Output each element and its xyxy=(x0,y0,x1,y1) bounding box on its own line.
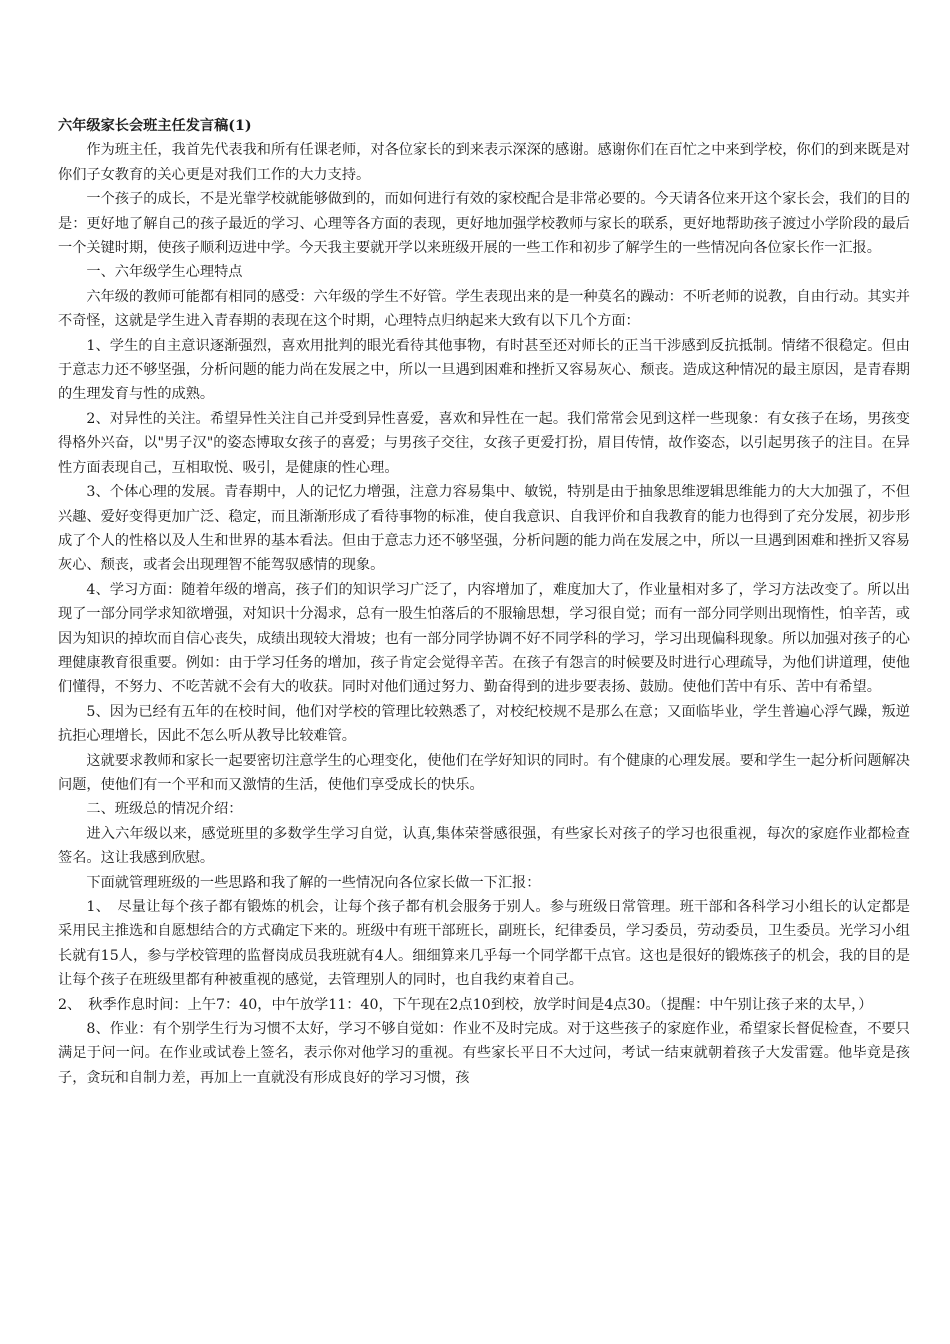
document-title: 六年级家长会班主任发言稿(1) xyxy=(58,118,252,134)
paragraph-requirement: 这就要求教师和家长一起要密切注意学生的心理变化，使他们在学好知识的同时。有个健康的心理发展。要和学生一起分析问题解决问题，使他们有一个平和而又激情的生活，使他们享受成长的快乐。 xyxy=(58,752,910,793)
paragraph-class-overview: 进入六年级以来，感觉班里的多数学生学习自觉，认真,集体荣誉感很强，有些家长对孩子的学习也很重视，每次的家庭作业都检查签名。这让我感到欣慰。 xyxy=(58,825,910,867)
paragraph-item-1: 1、 尽量让每个孩子都有锻炼的机会，让每个孩子都有机会服务于别人。参与班级日常管理。班干部和各科学习小组长的认定都是采用民主推选和自愿想结合的方式确定下来的。班级中有班干部班长，副班长，纪律委员，学习委员，劳动委员，卫生委员。光学习小组长就有15人，参与学校管理的监督岗成员我班就有4人。细细算来几乎每一个同学都干点官。这也是很好的锻炼孩子的机会，我的目的是让每个孩子在班级里都有种被重视的感觉，去管理别人的同时，也自我约束着自己。 xyxy=(58,899,910,989)
section-heading-psychology: 一、六年级学生心理特点 xyxy=(86,264,243,281)
paragraph-intro-thanks: 作为班主任，我首先代表我和所有任课老师，对各位家长的到来表示深深的感谢。感谢你们在百忙之中来到学校，你们的到来既是对你们子女教育的关心更是对我们工作的大力支持。 xyxy=(58,142,910,183)
paragraph-point-5: 5、因为已经有五年的在校时间，他们对学校的管理比较熟悉了，对校纪校规不是那么在意；又面临毕业，学生普遍心浮气躁，叛逆抗拒心理增长，因此不怎么听从教导比较难管。 xyxy=(58,703,910,745)
paragraph-point-3: 3、个体心理的发展。青春期中，人的记忆力增强，注意力容易集中、敏锐，特别是由于抽象思维逻辑思维能力的大大加强了，不但兴趣、爱好变得更加广泛、稳定，而且渐渐形成了看待事物的标准，使自我意识、自我评价和自我教育的能力也得到了充分发展，初步形成了个人的性格以及人生和世界的基本看法。但由于意志力还不够坚强，分析问题的能力尚在发展之中，所以一旦遇到困难和挫折又容易灰心、颓丧，或者会出现理智不能驾驭感情的现象。 xyxy=(58,484,910,574)
paragraph-psychology-intro: 六年级的教师可能都有相同的感受：六年级的学生不好管。学生表现出来的是一种莫名的躁动：不听老师的说教，自由行动。其实并不奇怪，这就是学生进入青春期的表现在这个时期，心理特点归纳起来大致有以下几个方面： xyxy=(58,288,910,330)
section-heading-class-overview: 二、班级总的情况介绍： xyxy=(86,801,243,818)
paragraph-purpose: 一个孩子的成长，不是光靠学校就能够做到的，而如何进行有效的家校配合是非常必要的。今天请各位来开这个家长会，我们的目的是：更好地了解自己的孩子最近的学习、心理等各方面的表现，更好地加强学校教师与家长的联系，更好地帮助孩子渡过小学阶段的最后一个关键时期，使孩子顺利迈进中学。今天我主要就开学以来班级开展的一些工作和初步了解学生的一些情况向各位家长作一汇报。 xyxy=(58,191,910,257)
paragraph-item-2: 2、 秋季作息时间：上午7：40，中午放学11：40，下午现在2点10到校，放学时间是4点30。（提醒：中午别让孩子来的太早，） xyxy=(58,996,873,1013)
paragraph-point-2: 2、对异性的关注。希望异性关注自己并受到异性喜爱，喜欢和异性在一起。我们常常会见到这样一些现象：有女孩子在场，男孩变得格外兴奋，以"男子汉"的姿态博取女孩子的喜爱；与男孩子交往，女孩子更爱打扮，眉目传情，故作姿态，以引起男孩子的注目。在异性方面表现自己，互相取悦、吸引，是健康的性心理。 xyxy=(58,410,910,476)
paragraph-point-4: 4、学习方面：随着年级的增高，孩子们的知识学习广泛了，内容增加了，难度加大了，作业量相对多了，学习方法改变了。所以出现了一部分同学求知欲增强，对知识十分渴求，总有一股生怕落后的不服输思想，学习很自觉；而有一部分同学则出现惰性，怕辛苦，或因为知识的掉坎而自信心丧失，成绩出现较大滑坡；也有一部分同学协调不好不同学科的学习，学习出现偏科现象。所以加强对孩子的心理健康教育很重要。例如：由于学习任务的增加，孩子肯定会觉得辛苦。在孩子有怨言的时候要及时进行心理疏导，为他们讲道理，使他们懂得，不努力、不吃苦就不会有大的收获。同时对他们通过努力、勤奋得到的进步要表扬、鼓励。使他们苦中有乐、苦中有希望。 xyxy=(58,581,910,696)
paragraph-point-1: 1、学生的自主意识逐渐强烈，喜欢用批判的眼光看待其他事物，有时甚至还对师长的正当干涉感到反抗抵制。情绪不很稳定。但由于意志力还不够坚强，分析问题的能力尚在发展之中，所以一旦遇到困难和挫折又容易灰心、颓丧。造成这种情况的最主原因，是青春期的生理发育与性的成熟。 xyxy=(58,337,910,403)
document-page xyxy=(58,114,910,1090)
paragraph-item-homework: 8、作业：有个别学生行为习惯不太好，学习不够自觉如：作业不及时完成。对于这些孩子的家庭作业，希望家长督促检查，不要只满足于问一问。在作业或试卷上签名，表示你对他学习的重视。有些家长平日不大过问，考试一结束就朝着孩子大发雷霆。他毕竟是孩子，贪玩和自制力差，再加上一直就没有形成良好的学习习惯，孩 xyxy=(58,1021,910,1086)
paragraph-report-intro: 下面就管理班级的一些思路和我了解的一些情况向各位家长做一下汇报： xyxy=(86,874,541,891)
